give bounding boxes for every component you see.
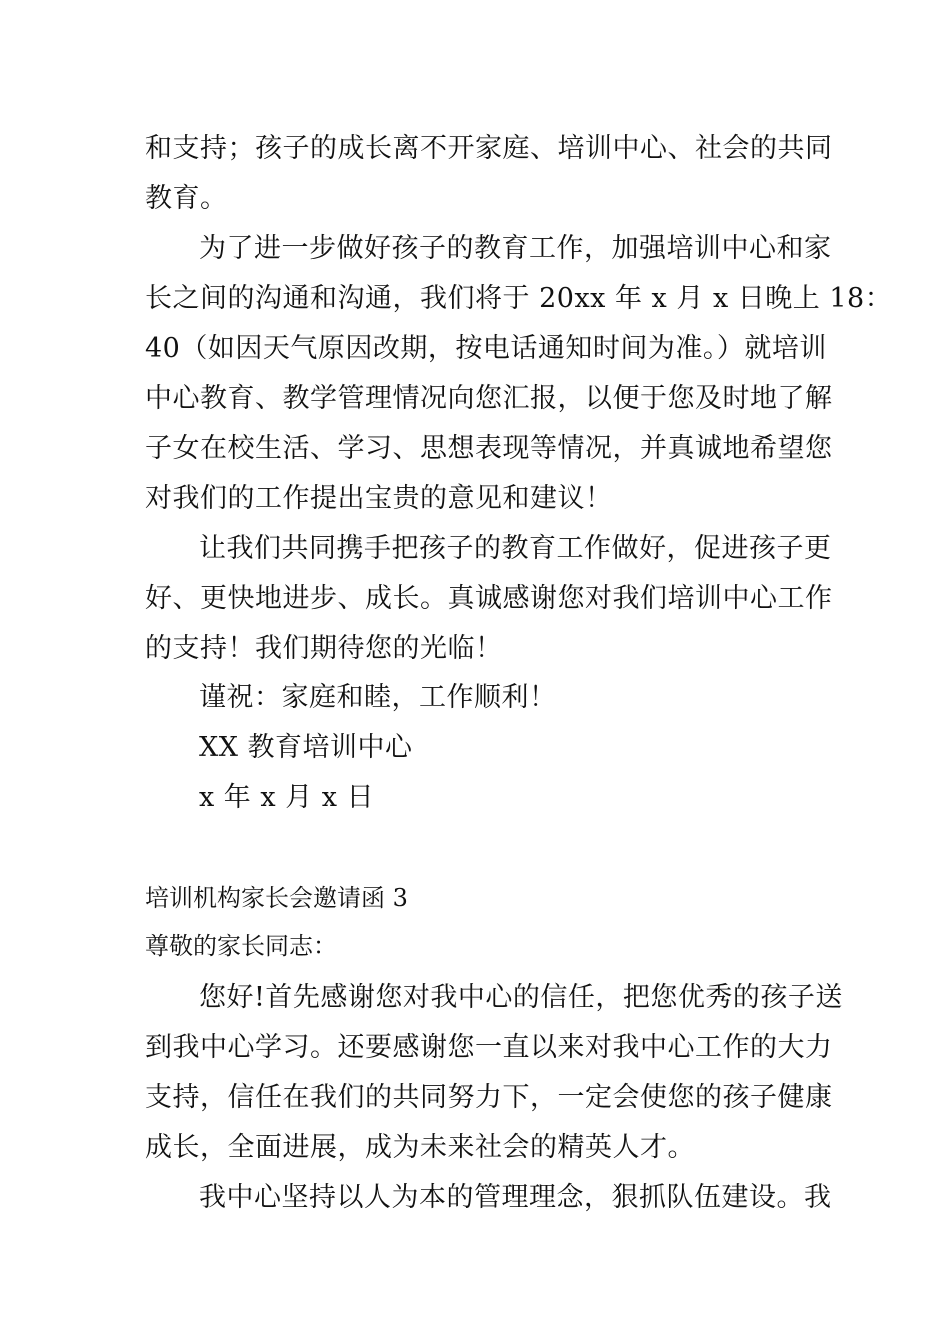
paragraph-line: 支持，信任在我们的共同努力下，一定会使您的孩子健康 (145, 1082, 833, 1113)
salutation: 尊敬的家长同志： (145, 932, 337, 960)
paragraph-line: 成长，全面进展，成为未来社会的精英人才。 (145, 1132, 695, 1163)
paragraph-line: 对我们的工作提出宝贵的意见和建议！ (145, 483, 613, 514)
paragraph-line: 和支持；孩子的成长离不开家庭、培训中心、社会的共同 (145, 133, 833, 164)
paragraph-line: 长之间的沟通和沟通，我们将于 20xx 年 x 月 x 日晚上 18： (145, 283, 893, 314)
paragraph-line: 40（如因天气原因改期，按电话通知时间为准。）就培训 (145, 333, 827, 364)
paragraph-line: 的支持！我们期待您的光临！ (145, 633, 503, 664)
paragraph-line: 为了进一步做好孩子的教育工作，加强培训中心和家 (199, 233, 832, 264)
paragraph-line: 中心教育、教学管理情况向您汇报，以便于您及时地了解 (145, 383, 833, 414)
paragraph-line: 我中心坚持以人为本的管理理念，狠抓队伍建设。我 (199, 1182, 832, 1213)
signature-organization: XX 教育培训中心 (199, 732, 413, 763)
paragraph-line: 子女在校生活、学习、思想表现等情况，并真诚地希望您 (145, 433, 833, 464)
paragraph-line: 到我中心学习。还要感谢您一直以来对我中心工作的大力 (145, 1032, 833, 1063)
paragraph-line: 教育。 (145, 183, 228, 214)
paragraph-line: 好、更快地进步、成长。真诚感谢您对我们培训中心工作 (145, 583, 833, 614)
closing-wish: 谨祝：家庭和睦，工作顺利！ (199, 682, 557, 713)
paragraph-line: 让我们共同携手把孩子的教育工作做好，促进孩子更 (199, 533, 832, 564)
section-title: 培训机构家长会邀请函 3 (145, 884, 408, 912)
signature-date: x 年 x 月 x 日 (199, 782, 375, 813)
paragraph-line: 您好!首先感谢您对我中心的信任，把您优秀的孩子送 (199, 982, 843, 1013)
